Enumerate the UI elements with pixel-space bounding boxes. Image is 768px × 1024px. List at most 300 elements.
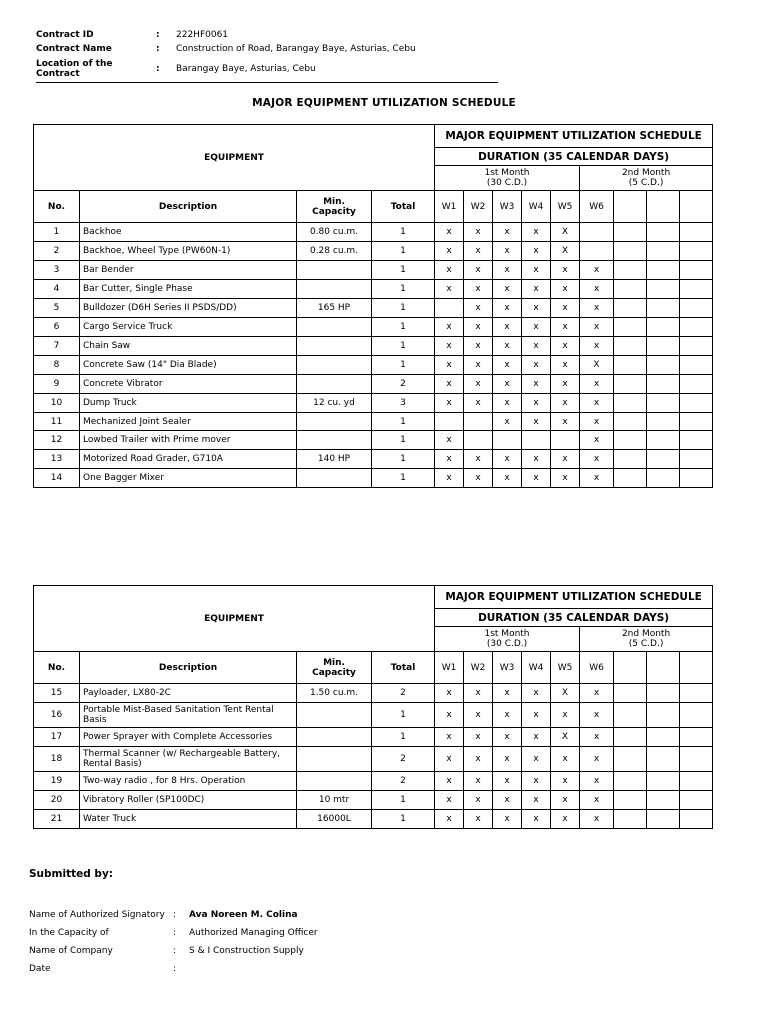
- table-row: [34, 242, 713, 261]
- week-column-header: W6: [580, 191, 614, 223]
- table-row: [34, 747, 713, 772]
- colon: :: [173, 910, 177, 920]
- empty-cell: [614, 394, 647, 413]
- equipment-total: 1: [372, 356, 435, 375]
- submitted-by-title: Submitted by:: [29, 868, 113, 880]
- equipment-header: EQUIPMENT: [34, 586, 435, 652]
- signatory-label: Name of Authorized Signatory: [29, 910, 165, 920]
- empty-cell: [614, 318, 647, 337]
- week-mark: x: [493, 337, 522, 356]
- week-mark: x: [435, 356, 464, 375]
- week-mark: x: [522, 375, 551, 394]
- equipment-description: Bulldozer (D6H Series II PSDS/DD): [80, 299, 297, 318]
- equipment-total: 1: [372, 703, 435, 728]
- week-mark: x: [551, 469, 580, 488]
- empty-cell: [680, 703, 713, 728]
- empty-cell: [647, 413, 680, 431]
- week-mark: x: [493, 703, 522, 728]
- table-row: [34, 299, 713, 318]
- equipment-description: Concrete Vibrator: [80, 375, 297, 394]
- equipment-description: Bar Cutter, Single Phase: [80, 280, 297, 299]
- row-number: 10: [34, 394, 80, 413]
- empty-cell: [680, 413, 713, 431]
- week-mark: [435, 413, 464, 431]
- min-capacity: 1.50 cu.m.: [297, 684, 372, 703]
- min-capacity: 165 HP: [297, 299, 372, 318]
- week-mark: x: [522, 394, 551, 413]
- week-mark: x: [464, 684, 493, 703]
- table-row: [34, 223, 713, 242]
- week-column-header: W3: [493, 652, 522, 684]
- min-capacity: [297, 337, 372, 356]
- equipment-total: 1: [372, 810, 435, 829]
- week-mark: [435, 299, 464, 318]
- empty-cell: [680, 728, 713, 747]
- week-mark: x: [551, 747, 580, 772]
- equipment-description: Lowbed Trailer with Prime mover: [80, 431, 297, 450]
- equipment-total: 1: [372, 223, 435, 242]
- week-column-header: W5: [551, 191, 580, 223]
- table-row: [34, 684, 713, 703]
- week-mark: x: [580, 703, 614, 728]
- week-mark: x: [522, 356, 551, 375]
- row-number: 16: [34, 703, 80, 728]
- row-number: 2: [34, 242, 80, 261]
- row-number: 15: [34, 684, 80, 703]
- equipment-description: Mechanized Joint Sealer: [80, 413, 297, 431]
- contract-location-value: Barangay Baye, Asturias, Cebu: [176, 63, 316, 74]
- empty-cell: [680, 223, 713, 242]
- description-column-header: Description: [80, 191, 297, 223]
- week-mark: x: [493, 318, 522, 337]
- week-mark: x: [493, 772, 522, 791]
- row-number: 14: [34, 469, 80, 488]
- min-capacity: [297, 280, 372, 299]
- empty-cell: [647, 469, 680, 488]
- empty-cell: [680, 469, 713, 488]
- week-mark: [580, 223, 614, 242]
- empty-cell: [647, 356, 680, 375]
- week-mark: X: [551, 242, 580, 261]
- equipment-total: 1: [372, 728, 435, 747]
- week-mark: [493, 431, 522, 450]
- week-mark: x: [522, 242, 551, 261]
- equipment-description: Thermal Scanner (w/ Rechargeable Battery, Rental Basis): [80, 747, 297, 772]
- signatory-line: [29, 964, 529, 974]
- no-column-header: No.: [34, 652, 80, 684]
- week-mark: x: [522, 791, 551, 810]
- week-mark: x: [464, 299, 493, 318]
- table-row: [34, 703, 713, 728]
- empty-cell: [647, 703, 680, 728]
- table-row: [34, 280, 713, 299]
- empty-cell: [680, 261, 713, 280]
- week-mark: x: [580, 318, 614, 337]
- week-mark: x: [493, 375, 522, 394]
- contract-name-row: [36, 42, 498, 56]
- week-mark: x: [464, 469, 493, 488]
- empty-cell: [614, 772, 647, 791]
- min-capacity: [297, 413, 372, 431]
- week-column-header: W1: [435, 191, 464, 223]
- week-mark: x: [522, 450, 551, 469]
- week-mark: x: [493, 450, 522, 469]
- week-mark: x: [551, 450, 580, 469]
- equipment-total: 1: [372, 791, 435, 810]
- empty-cell: [614, 299, 647, 318]
- week-mark: x: [493, 413, 522, 431]
- empty-cell: [647, 810, 680, 829]
- week-mark: x: [493, 223, 522, 242]
- week-mark: x: [551, 810, 580, 829]
- equipment-total: 2: [372, 772, 435, 791]
- week-mark: x: [464, 703, 493, 728]
- contract-name-value: Construction of Road, Barangay Baye, Asturias, Cebu: [176, 43, 416, 54]
- week-mark: x: [580, 413, 614, 431]
- contract-id-label: Contract ID: [36, 29, 94, 40]
- empty-cell: [680, 242, 713, 261]
- month2-header: 2nd Month (5 C.D.): [580, 166, 713, 191]
- min-capacity: [297, 469, 372, 488]
- equipment-total: 1: [372, 337, 435, 356]
- row-number: 18: [34, 747, 80, 772]
- row-number: 13: [34, 450, 80, 469]
- table-row: [34, 394, 713, 413]
- min-capacity: 0.80 cu.m.: [297, 223, 372, 242]
- week-mark: x: [435, 684, 464, 703]
- equipment-description: Payloader, LX80-2C: [80, 684, 297, 703]
- week-mark: x: [522, 223, 551, 242]
- table-row: [34, 772, 713, 791]
- empty-cell: [614, 223, 647, 242]
- week-mark: [580, 242, 614, 261]
- week-mark: x: [464, 728, 493, 747]
- week-mark: x: [522, 747, 551, 772]
- week-column-header: W4: [522, 652, 551, 684]
- min-capacity: 12 cu. yd: [297, 394, 372, 413]
- week-mark: x: [551, 337, 580, 356]
- week-mark: X: [580, 356, 614, 375]
- empty-cell: [614, 280, 647, 299]
- week-mark: x: [580, 280, 614, 299]
- week-mark: x: [580, 450, 614, 469]
- week-mark: x: [435, 431, 464, 450]
- min-capacity: [297, 431, 372, 450]
- table-row: [34, 810, 713, 829]
- week-mark: x: [551, 772, 580, 791]
- signatory-line: [29, 910, 529, 920]
- equipment-total: 1: [372, 299, 435, 318]
- week-mark: x: [522, 299, 551, 318]
- equipment-total: 1: [372, 413, 435, 431]
- week-mark: x: [464, 810, 493, 829]
- week-mark: x: [435, 791, 464, 810]
- signatory-value: Ava Noreen M. Colina: [189, 910, 298, 920]
- week-mark: x: [464, 242, 493, 261]
- table-row: [34, 791, 713, 810]
- week-mark: [464, 431, 493, 450]
- equipment-total: 1: [372, 450, 435, 469]
- empty-cell: [680, 791, 713, 810]
- empty-cell: [647, 747, 680, 772]
- colon: :: [173, 928, 177, 938]
- week-mark: x: [464, 280, 493, 299]
- row-number: 17: [34, 728, 80, 747]
- week-mark: X: [551, 223, 580, 242]
- week-mark: x: [493, 810, 522, 829]
- colon: :: [156, 63, 160, 74]
- week-mark: x: [493, 747, 522, 772]
- week-mark: x: [580, 810, 614, 829]
- week-mark: X: [551, 728, 580, 747]
- empty-cell: [680, 356, 713, 375]
- equipment-description: Motorized Road Grader, G710A: [80, 450, 297, 469]
- week-mark: x: [435, 450, 464, 469]
- week-mark: x: [580, 299, 614, 318]
- empty-cell: [647, 394, 680, 413]
- week-mark: x: [522, 772, 551, 791]
- week-mark: x: [551, 413, 580, 431]
- week-mark: x: [551, 394, 580, 413]
- month1-header: 1st Month (30 C.D.): [435, 627, 580, 652]
- empty-cell: [614, 356, 647, 375]
- empty-column-header: [680, 191, 713, 223]
- table-row: [34, 337, 713, 356]
- contract-location-row: [36, 56, 498, 82]
- min-capacity: 0.28 cu.m.: [297, 242, 372, 261]
- week-mark: x: [435, 703, 464, 728]
- week-mark: x: [580, 747, 614, 772]
- colon: :: [173, 964, 177, 974]
- week-mark: x: [522, 810, 551, 829]
- signatory-value: S & I Construction Supply: [189, 946, 304, 956]
- week-mark: x: [435, 242, 464, 261]
- empty-cell: [614, 728, 647, 747]
- empty-cell: [680, 337, 713, 356]
- empty-cell: [680, 394, 713, 413]
- empty-cell: [680, 299, 713, 318]
- week-mark: x: [435, 469, 464, 488]
- empty-cell: [614, 810, 647, 829]
- empty-cell: [614, 747, 647, 772]
- week-mark: x: [435, 223, 464, 242]
- week-mark: x: [435, 337, 464, 356]
- signatory-line: [29, 946, 529, 956]
- empty-cell: [614, 242, 647, 261]
- header-divider: [36, 82, 498, 83]
- week-mark: x: [580, 431, 614, 450]
- equipment-total: 2: [372, 747, 435, 772]
- week-mark: x: [522, 728, 551, 747]
- table-row: [34, 450, 713, 469]
- duration-header: DURATION (35 CALENDAR DAYS): [435, 148, 713, 166]
- description-column-header: Description: [80, 652, 297, 684]
- contract-name-label: Contract Name: [36, 43, 112, 54]
- empty-cell: [614, 469, 647, 488]
- empty-cell: [680, 747, 713, 772]
- equipment-description: Water Truck: [80, 810, 297, 829]
- week-mark: X: [551, 684, 580, 703]
- signatory-label: Name of Company: [29, 946, 113, 956]
- week-mark: x: [464, 791, 493, 810]
- week-mark: x: [522, 280, 551, 299]
- week-mark: x: [464, 318, 493, 337]
- table-row: [34, 261, 713, 280]
- equipment-total: 2: [372, 684, 435, 703]
- week-mark: x: [464, 394, 493, 413]
- empty-cell: [647, 318, 680, 337]
- week-mark: [551, 431, 580, 450]
- equipment-schedule-table-1: [33, 124, 713, 488]
- no-column-header: No.: [34, 191, 80, 223]
- empty-cell: [647, 431, 680, 450]
- week-mark: x: [493, 299, 522, 318]
- week-mark: x: [493, 356, 522, 375]
- colon: :: [156, 43, 160, 54]
- empty-column-header: [614, 191, 647, 223]
- week-mark: x: [435, 728, 464, 747]
- week-mark: x: [522, 684, 551, 703]
- min-capacity: [297, 747, 372, 772]
- row-number: 20: [34, 791, 80, 810]
- empty-cell: [647, 772, 680, 791]
- row-number: 6: [34, 318, 80, 337]
- week-mark: x: [493, 394, 522, 413]
- empty-cell: [614, 431, 647, 450]
- week-mark: x: [435, 747, 464, 772]
- week-column-header: W1: [435, 652, 464, 684]
- empty-column-header: [680, 652, 713, 684]
- equipment-total: 1: [372, 261, 435, 280]
- min-capacity: 140 HP: [297, 450, 372, 469]
- week-column-header: W3: [493, 191, 522, 223]
- week-mark: x: [464, 261, 493, 280]
- week-mark: x: [580, 791, 614, 810]
- empty-cell: [680, 431, 713, 450]
- empty-cell: [680, 318, 713, 337]
- equipment-description: One Bagger Mixer: [80, 469, 297, 488]
- week-mark: x: [493, 280, 522, 299]
- week-mark: x: [551, 703, 580, 728]
- contract-id-row: [36, 28, 498, 42]
- week-mark: x: [580, 772, 614, 791]
- signatory-label: Date: [29, 964, 51, 974]
- equipment-schedule-table-2: [33, 585, 713, 829]
- week-mark: x: [551, 375, 580, 394]
- signatory-label: In the Capacity of: [29, 928, 109, 938]
- empty-cell: [614, 261, 647, 280]
- week-mark: x: [522, 337, 551, 356]
- empty-cell: [614, 684, 647, 703]
- week-mark: x: [464, 747, 493, 772]
- row-number: 4: [34, 280, 80, 299]
- empty-cell: [614, 791, 647, 810]
- week-mark: x: [464, 356, 493, 375]
- min-capacity: [297, 356, 372, 375]
- empty-cell: [647, 261, 680, 280]
- week-mark: x: [580, 375, 614, 394]
- empty-column-header: [614, 652, 647, 684]
- min-capacity: [297, 772, 372, 791]
- week-mark: x: [464, 337, 493, 356]
- week-mark: x: [493, 791, 522, 810]
- table-row: [34, 469, 713, 488]
- table-row: [34, 375, 713, 394]
- row-number: 19: [34, 772, 80, 791]
- min-capacity: [297, 261, 372, 280]
- empty-cell: [647, 242, 680, 261]
- row-number: 5: [34, 299, 80, 318]
- empty-column-header: [647, 652, 680, 684]
- equipment-total: 1: [372, 280, 435, 299]
- week-mark: x: [435, 810, 464, 829]
- equipment-description: Chain Saw: [80, 337, 297, 356]
- week-mark: x: [580, 684, 614, 703]
- min-capacity: [297, 728, 372, 747]
- week-mark: x: [435, 261, 464, 280]
- equipment-description: Two-way radio , for 8 Hrs. Operation: [80, 772, 297, 791]
- week-mark: x: [580, 728, 614, 747]
- empty-cell: [647, 223, 680, 242]
- schedule-title-header: MAJOR EQUIPMENT UTILIZATION SCHEDULE: [435, 586, 713, 609]
- signatory-value: Authorized Managing Officer: [189, 928, 318, 938]
- empty-cell: [647, 337, 680, 356]
- empty-cell: [614, 450, 647, 469]
- empty-cell: [614, 703, 647, 728]
- equipment-description: Dump Truck: [80, 394, 297, 413]
- min-capacity: [297, 318, 372, 337]
- min-capacity-column-header: Min. Capacity: [297, 652, 372, 684]
- equipment-description: Bar Bender: [80, 261, 297, 280]
- equipment-description: Power Sprayer with Complete Accessories: [80, 728, 297, 747]
- row-number: 9: [34, 375, 80, 394]
- min-capacity: 16000L: [297, 810, 372, 829]
- week-mark: x: [493, 261, 522, 280]
- week-mark: x: [435, 318, 464, 337]
- week-mark: x: [551, 280, 580, 299]
- week-mark: x: [551, 791, 580, 810]
- total-column-header: Total: [372, 191, 435, 223]
- empty-cell: [680, 772, 713, 791]
- week-mark: x: [493, 728, 522, 747]
- empty-cell: [647, 299, 680, 318]
- week-mark: x: [464, 772, 493, 791]
- min-capacity: 10 mtr: [297, 791, 372, 810]
- table-row: [34, 431, 713, 450]
- empty-cell: [647, 280, 680, 299]
- empty-cell: [680, 810, 713, 829]
- week-mark: x: [580, 337, 614, 356]
- week-mark: x: [493, 469, 522, 488]
- row-number: 1: [34, 223, 80, 242]
- equipment-description: Backhoe, Wheel Type (PW60N-1): [80, 242, 297, 261]
- week-mark: x: [464, 223, 493, 242]
- empty-cell: [680, 280, 713, 299]
- week-mark: x: [464, 375, 493, 394]
- empty-cell: [647, 684, 680, 703]
- week-mark: x: [493, 684, 522, 703]
- week-mark: x: [551, 356, 580, 375]
- row-number: 7: [34, 337, 80, 356]
- empty-cell: [647, 375, 680, 394]
- month2-header: 2nd Month (5 C.D.): [580, 627, 713, 652]
- table-row: [34, 413, 713, 431]
- table-row: [34, 318, 713, 337]
- equipment-header: EQUIPMENT: [34, 125, 435, 191]
- equipment-description: Portable Mist-Based Sanitation Tent Rental Basis: [80, 703, 297, 728]
- empty-cell: [680, 684, 713, 703]
- week-mark: x: [580, 394, 614, 413]
